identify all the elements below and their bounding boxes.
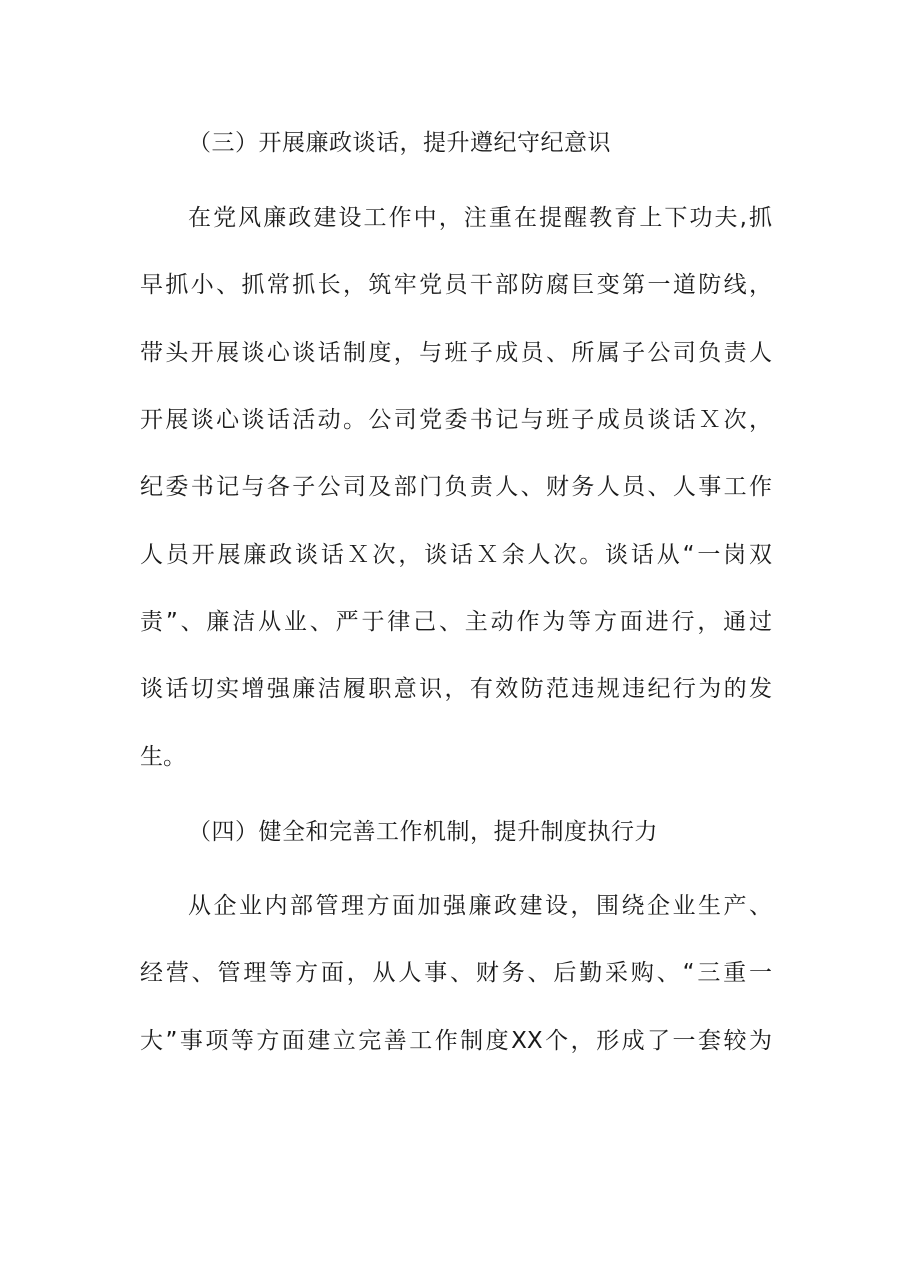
- section-heading-4: （四）健全和完善工作机制，提升制度执行力: [188, 819, 658, 845]
- paragraph-line: 人员开展廉政谈话Ｘ次，谈话Ｘ余人次。谈话从“一岗双: [140, 542, 772, 568]
- paragraph-line: 带头开展谈心谈话制度，与班子成员、所属子公司负责人: [140, 340, 772, 366]
- paragraph-line: 在党风廉政建设工作中，注重在提醒教育上下功夫,抓: [188, 205, 772, 231]
- paragraph-line: 大”事项等方面建立完善工作制度XX个，形成了一套较为: [140, 1028, 772, 1054]
- paragraph-line: 谈话切实增强廉洁履职意识，有效防范违规违纪行为的发: [140, 676, 772, 702]
- section-heading-3: （三）开展廉政谈话，提升遵纪守纪意识: [188, 130, 611, 156]
- paragraph-line: 开展谈心谈话活动。公司党委书记与班子成员谈话Ｘ次，: [140, 407, 772, 433]
- paragraph-line: 生。: [140, 744, 186, 770]
- paragraph-line: 责”、廉洁从业、严于律己、主动作为等方面进行，通过: [140, 609, 772, 635]
- paragraph-line: 早抓小、抓常抓长，筑牢党员干部防腐巨变第一道防线，: [140, 272, 772, 298]
- paragraph-line: 从企业内部管理方面加强廉政建设，围绕企业生产、: [188, 893, 772, 919]
- paragraph-line: 纪委书记与各子公司及部门负责人、财务人员、人事工作: [140, 474, 772, 500]
- paragraph-line: 经营、管理等方面，从人事、财务、后勤采购、“三重一: [140, 960, 772, 986]
